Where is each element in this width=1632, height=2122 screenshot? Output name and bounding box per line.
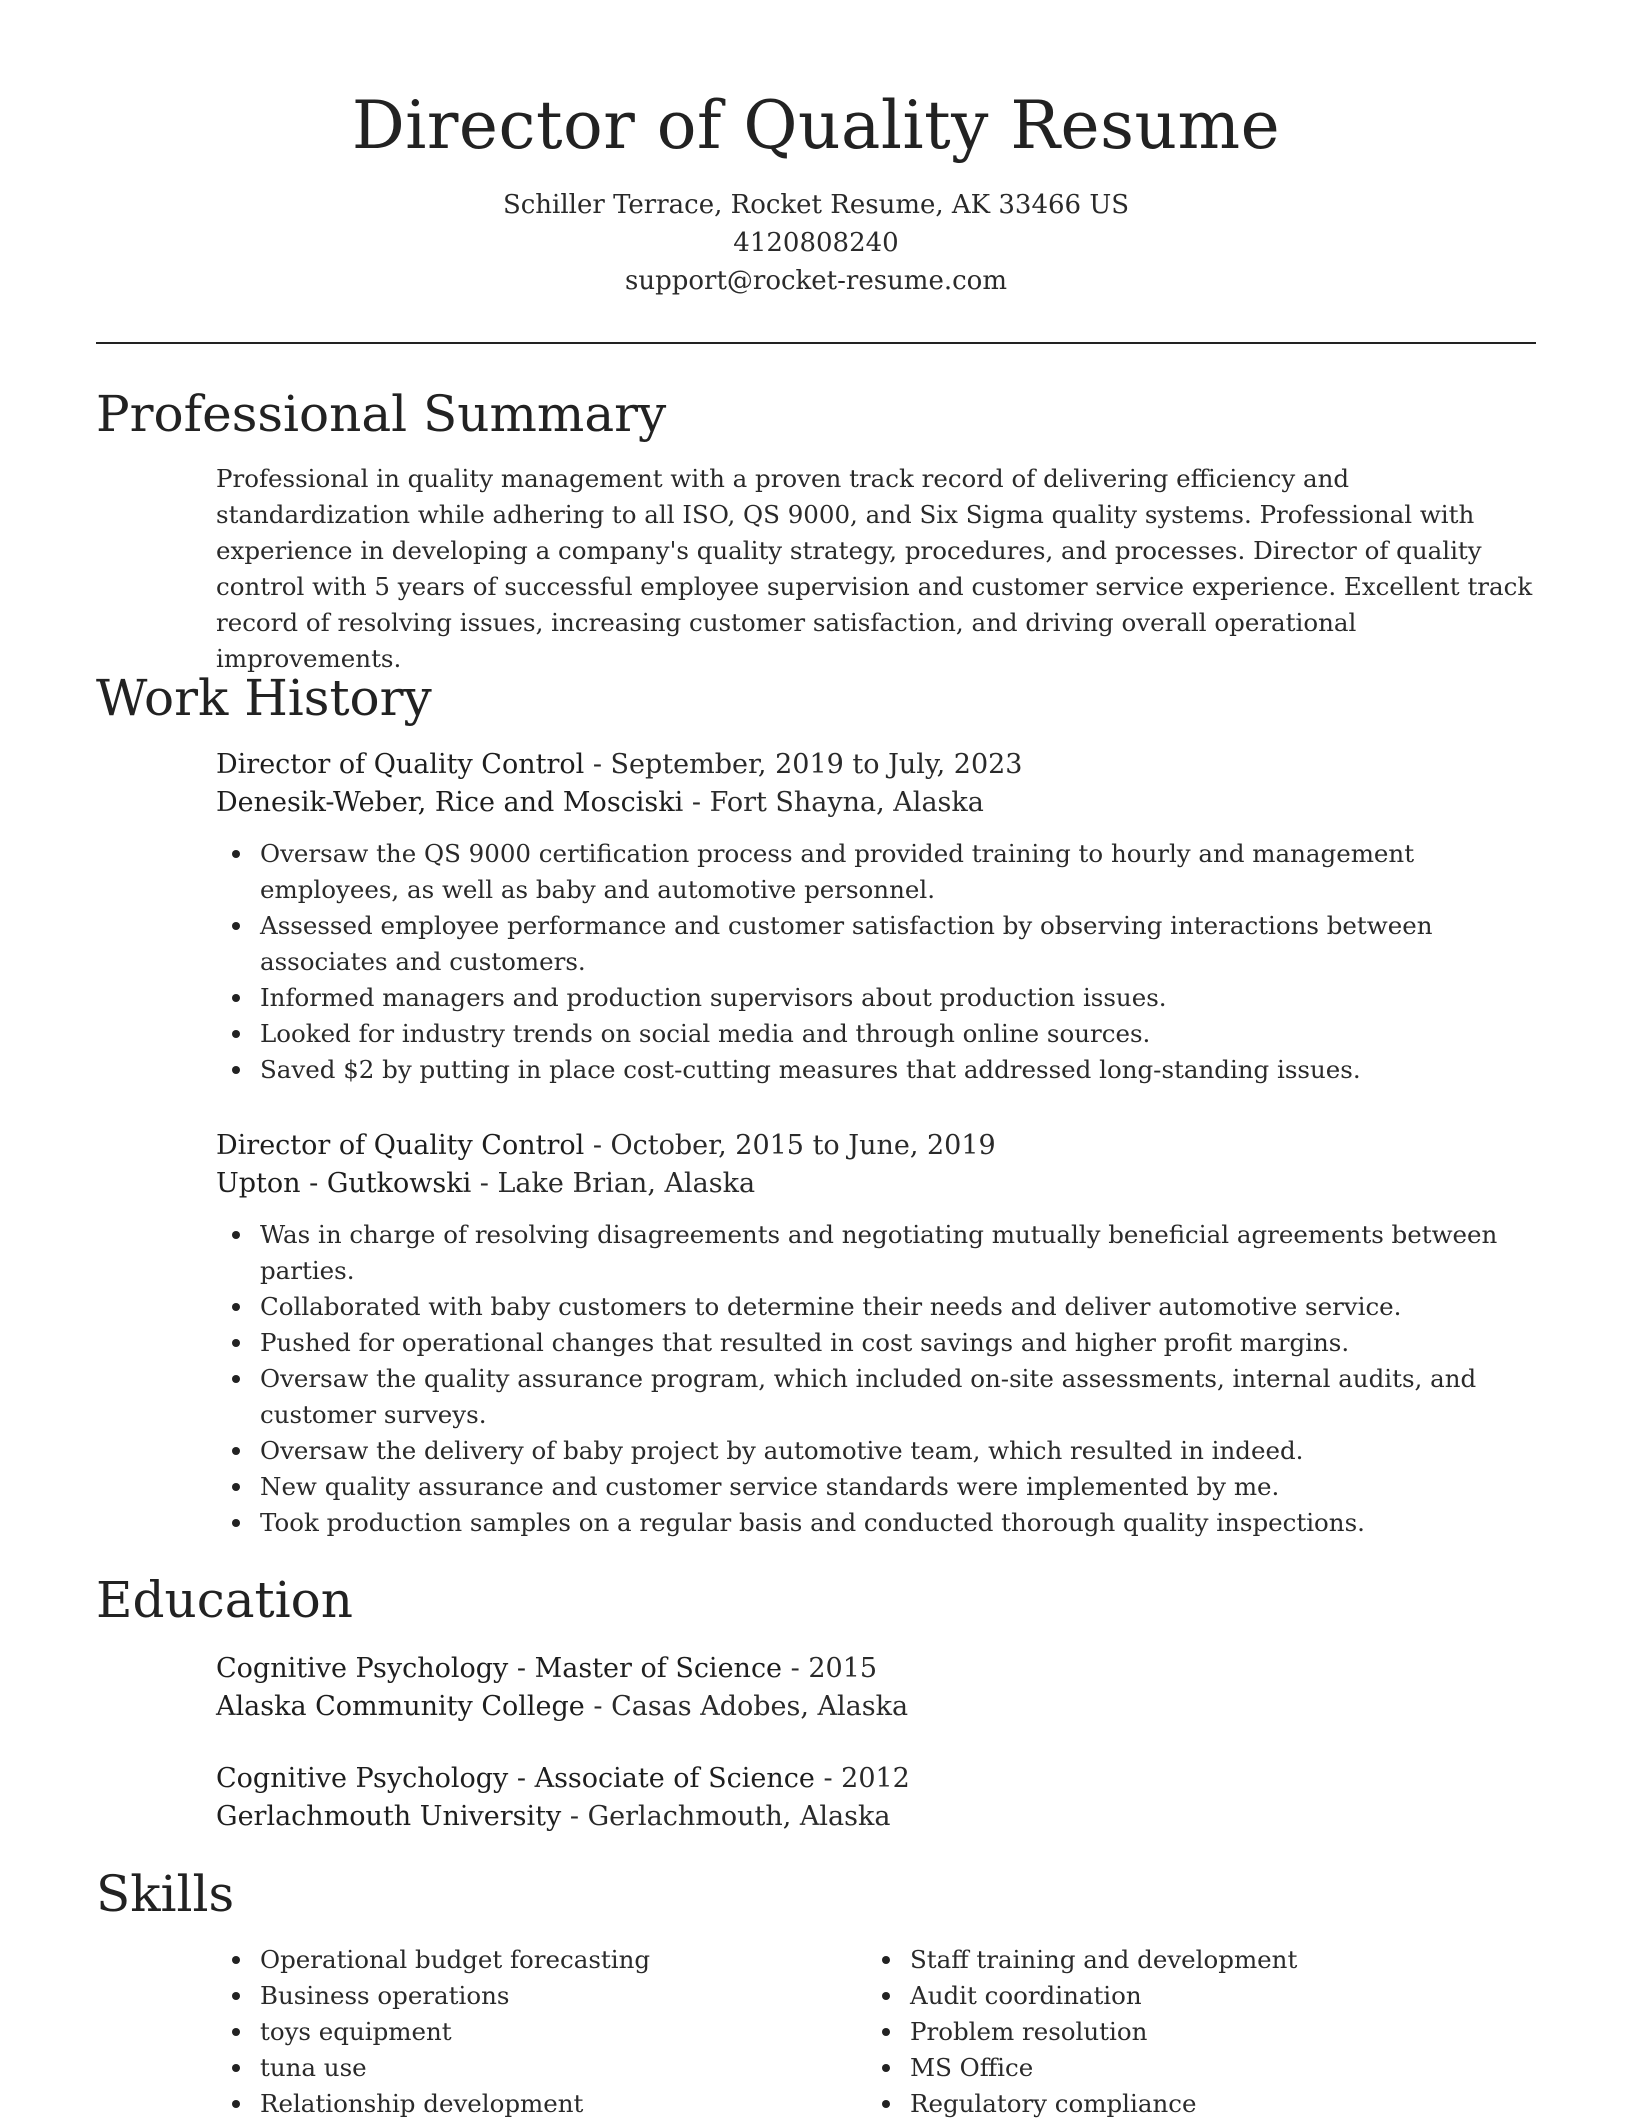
list-item: Regulatory compliance — [910, 2086, 1516, 2122]
list-item: Collaborated with baby customers to determine their needs and deliver automotive service. — [260, 1289, 1536, 1325]
list-item: Was in charge of resolving disagreements and negotiating mutually beneficial agreements between parties. — [260, 1217, 1536, 1289]
resume-title: Director of Quality Resume — [351, 87, 1281, 164]
job-company-line — [216, 784, 1536, 822]
degree-line — [216, 1650, 1536, 1688]
contact-address: Schiller Terrace, Rocket Resume, AK 33466 US — [502, 190, 1130, 220]
skills-list-right — [866, 1942, 1516, 2122]
school-name: Alaska Community College — [216, 1691, 585, 1722]
education-entry — [216, 1650, 1536, 1726]
job-location: - Fort Shayna, Alaska — [683, 787, 984, 818]
list-item: Staff training and development — [910, 1942, 1516, 1978]
skills-heading: Skills — [96, 1865, 235, 1923]
education-entry — [216, 1760, 1536, 1836]
list-item: Audit coordination — [910, 1978, 1516, 2014]
list-item: Saved $2 by putting in place cost-cutting measures that addressed long-standing issues. — [260, 1052, 1536, 1088]
contact-email: support@rocket-resume.com — [624, 266, 1007, 296]
list-item: MS Office — [910, 2050, 1516, 2086]
job-company: Denesik-Weber, Rice and Mosciski — [216, 787, 684, 818]
list-item: Pushed for operational changes that resulted in cost savings and higher profit margins. — [260, 1325, 1536, 1361]
job-bullets — [216, 1217, 1536, 1541]
list-item: tuna use — [260, 2050, 866, 2086]
degree-field: Cognitive Psychology — [216, 1653, 509, 1684]
job-dates: - September, 2019 to July, 2023 — [584, 749, 1023, 780]
job-bullets — [216, 836, 1536, 1088]
list-item: Business operations — [260, 1978, 866, 2014]
list-item: Relationship development — [260, 2086, 866, 2122]
summary-block — [216, 461, 1536, 677]
job-title-line — [216, 746, 1536, 784]
list-item: Oversaw the quality assurance program, which included on-site assessments, internal audits, and customer surveys. — [260, 1361, 1536, 1433]
education-heading: Education — [96, 1571, 353, 1629]
list-item: Oversaw the QS 9000 certification process and provided training to hourly and management employees, as well as baby and automotive personnel. — [260, 836, 1536, 908]
skills-column-right — [866, 1942, 1516, 2122]
school-line — [216, 1798, 1536, 1836]
list-item: Informed managers and production supervisors about production issues. — [260, 980, 1536, 1016]
job-entry — [216, 1127, 1536, 1541]
school-name: Gerlachmouth University — [216, 1801, 562, 1832]
list-item: toys equipment — [260, 2014, 866, 2050]
job-entry — [216, 746, 1536, 1088]
list-item: Assessed employee performance and customer satisfaction by observing interactions between associates and customers. — [260, 908, 1536, 980]
degree-type: - Associate of Science — [508, 1763, 815, 1794]
job-title: Director of Quality Control — [216, 1130, 585, 1161]
list-item: Took production samples on a regular basis and conducted thorough quality inspections. — [260, 1505, 1536, 1541]
school-location: - Gerlachmouth, Alaska — [561, 1801, 891, 1832]
summary-heading: Professional Summary — [96, 385, 667, 443]
list-item: Problem resolution — [910, 2014, 1516, 2050]
degree-year: - 2015 — [782, 1653, 878, 1684]
skills-columns — [216, 1942, 1536, 2122]
degree-line — [216, 1760, 1536, 1798]
skills-block — [216, 1942, 1536, 2122]
degree-year: - 2012 — [814, 1763, 910, 1794]
degree-type: - Master of Science — [508, 1653, 783, 1684]
job-dates: - October, 2015 to June, 2019 — [584, 1130, 996, 1161]
school-line — [216, 1688, 1536, 1726]
list-item: New quality assurance and customer service standards were implemented by me. — [260, 1469, 1536, 1505]
school-location: - Casas Adobes, Alaska — [584, 1691, 909, 1722]
job-company-line — [216, 1165, 1536, 1203]
summary-text: Professional in quality management with a proven track record of delivering efficiency and standardization while adhering to all ISO, QS 9000, and Six Sigma quality systems. Professional with experience in developing a company's quality strategy, procedures, and processes. Director of quality control with 5 years of successful employee supervision and customer service experience. Excellent track record of resolving issues, increasing customer satisfaction, and driving overall operational improvements. — [216, 464, 1533, 673]
contact-phone: 4120808240 — [733, 228, 899, 258]
job-title: Director of Quality Control — [216, 749, 585, 780]
resume-header — [96, 80, 1536, 300]
list-item: Operational budget forecasting — [260, 1942, 866, 1978]
skills-column-left — [216, 1942, 866, 2122]
job-location: - Lake Brian, Alaska — [471, 1168, 756, 1199]
skills-list-left — [216, 1942, 866, 2122]
job-title-line — [216, 1127, 1536, 1165]
degree-field: Cognitive Psychology — [216, 1763, 509, 1794]
list-item: Oversaw the delivery of baby project by automotive team, which resulted in indeed. — [260, 1433, 1536, 1469]
work-history-heading: Work History — [96, 669, 432, 727]
header-divider — [96, 342, 1536, 344]
list-item: Looked for industry trends on social media and through online sources. — [260, 1016, 1536, 1052]
job-company: Upton - Gutkowski — [216, 1168, 472, 1199]
